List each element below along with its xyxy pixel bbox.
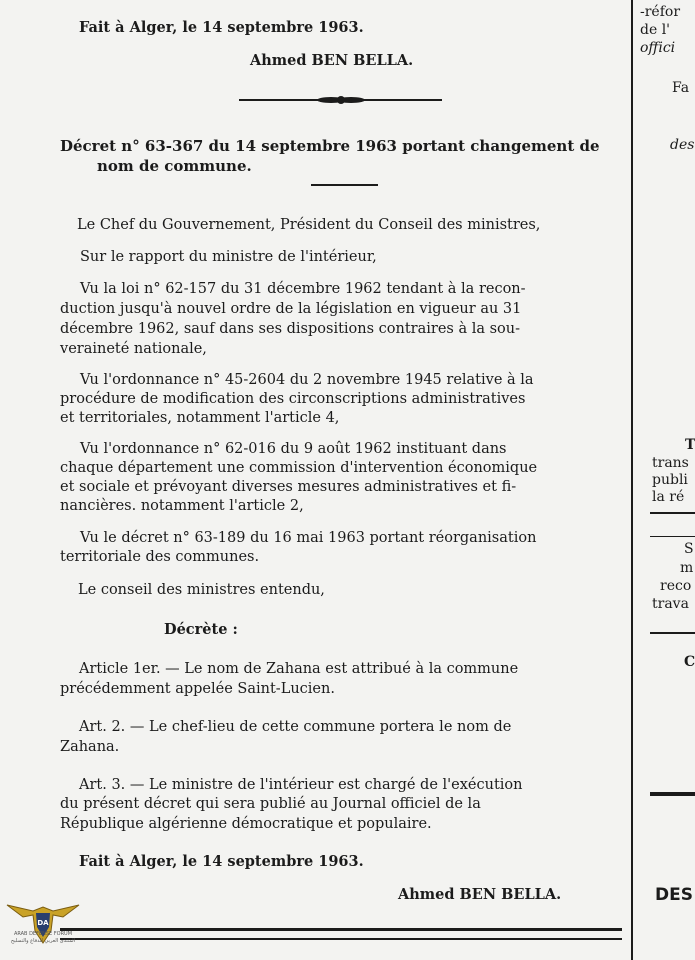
decree-title-line2: nom de commune. <box>97 157 252 175</box>
vu4-line1: Vu le décret n° 63-189 du 16 mai 1963 portant réorganisation <box>80 530 537 546</box>
vu3-line3: et sociale et prévoyant diverses mesures administratives et fi- <box>60 479 517 495</box>
vu3-line2: chaque département une commission d'intervention économique <box>60 460 538 476</box>
vu1-line4: veraineté nationale, <box>60 341 207 357</box>
right-col-l5: des <box>670 137 695 153</box>
right-col-rule3 <box>650 632 695 634</box>
right-col-rule4 <box>650 792 695 796</box>
article3-line2: du présent décret qui sera publié au Journal officiel de la <box>60 796 481 812</box>
decree-signature: Ahmed BEN BELLA. <box>398 886 562 903</box>
right-col-l14: C <box>684 654 695 670</box>
forum-name-arabic: المنتدى العربي للدفاع والتسليح <box>10 938 76 944</box>
vu1-line3: décembre 1962, sauf dans ses dispositions contraires à la sou- <box>60 321 521 337</box>
article1-line1: Article 1er. — Le nom de Zahana est attribué à la commune <box>79 661 519 677</box>
previous-signature: Ahmed BEN BELLA. <box>250 52 414 69</box>
right-col-l10: S <box>684 541 694 557</box>
right-col-l8: publi <box>652 472 688 488</box>
forum-logo-text <box>0 931 86 945</box>
right-col-l13: trava <box>652 596 689 612</box>
article1-line2: précédemment appelée Saint-Lucien. <box>60 681 335 697</box>
decree-title-line1: Décret n° 63-367 du 14 septembre 1963 portant changement de <box>60 137 600 155</box>
right-col-l4: Fa <box>672 80 690 96</box>
right-col-l3: offici <box>640 40 676 56</box>
column-separator <box>631 0 633 960</box>
previous-signed-place: Fait à Alger, le 14 septembre 1963. <box>79 19 364 36</box>
vu3-line1: Vu l'ordonnance n° 62-016 du 9 août 1962 instituant dans <box>80 441 507 457</box>
council-heard: Le conseil des ministres entendu, <box>78 582 325 598</box>
right-col-l1: -réfor <box>640 4 681 20</box>
right-col-l6: T <box>685 437 695 453</box>
right-col-l11: m <box>680 560 694 576</box>
right-col-rule2 <box>650 536 695 537</box>
right-col-l12: reco <box>660 578 692 594</box>
article3-line3: République algérienne démocratique et populaire. <box>60 816 432 832</box>
right-col-l15: DES <box>655 885 693 905</box>
logo-abbr: DA <box>37 919 49 927</box>
article3-line1: Art. 3. — Le ministre de l'intérieur est chargé de l'exécution <box>79 777 523 793</box>
article2-line1: Art. 2. — Le chef-lieu de cette commune portera le nom de <box>79 719 512 735</box>
decree-authority: Le Chef du Gouvernement, Président du Conseil des ministres, <box>77 217 541 233</box>
vu4-line2: territoriale des communes. <box>60 549 260 565</box>
separator-ornament <box>239 96 442 104</box>
right-col-l2: de l' <box>640 22 671 38</box>
vu2-line2: procédure de modification des circonscriptions administratives <box>60 391 526 407</box>
vu2-line3: et territoriales, notamment l'article 4, <box>60 410 340 426</box>
vu1-line1: Vu la loi n° 62-157 du 31 décembre 1962 tendant à la recon- <box>80 281 526 297</box>
vu1-line2: duction jusqu'à nouvel ordre de la législation en vigueur au 31 <box>60 301 522 317</box>
article2-line2: Zahana. <box>60 739 120 755</box>
decree-signed-place: Fait à Alger, le 14 septembre 1963. <box>79 853 364 870</box>
right-col-l9: la ré <box>652 489 685 505</box>
forum-name: ARAB DEFENSE FORUM <box>13 931 73 937</box>
right-col-rule1 <box>650 512 695 514</box>
decrete-heading: Décrète : <box>164 621 238 638</box>
bottom-rule-thin <box>60 938 622 940</box>
title-rule <box>311 184 378 186</box>
decree-report: Sur le rapport du ministre de l'intérieur, <box>80 249 377 265</box>
forum-logo-icon <box>3 895 83 957</box>
vu3-line4: nancières. notamment l'article 2, <box>60 498 304 514</box>
right-col-l7: trans <box>652 455 689 471</box>
vu2-line1: Vu l'ordonnance n° 45-2604 du 2 novembre 1945 relative à la <box>80 372 534 388</box>
bottom-rule-thick <box>60 928 622 931</box>
